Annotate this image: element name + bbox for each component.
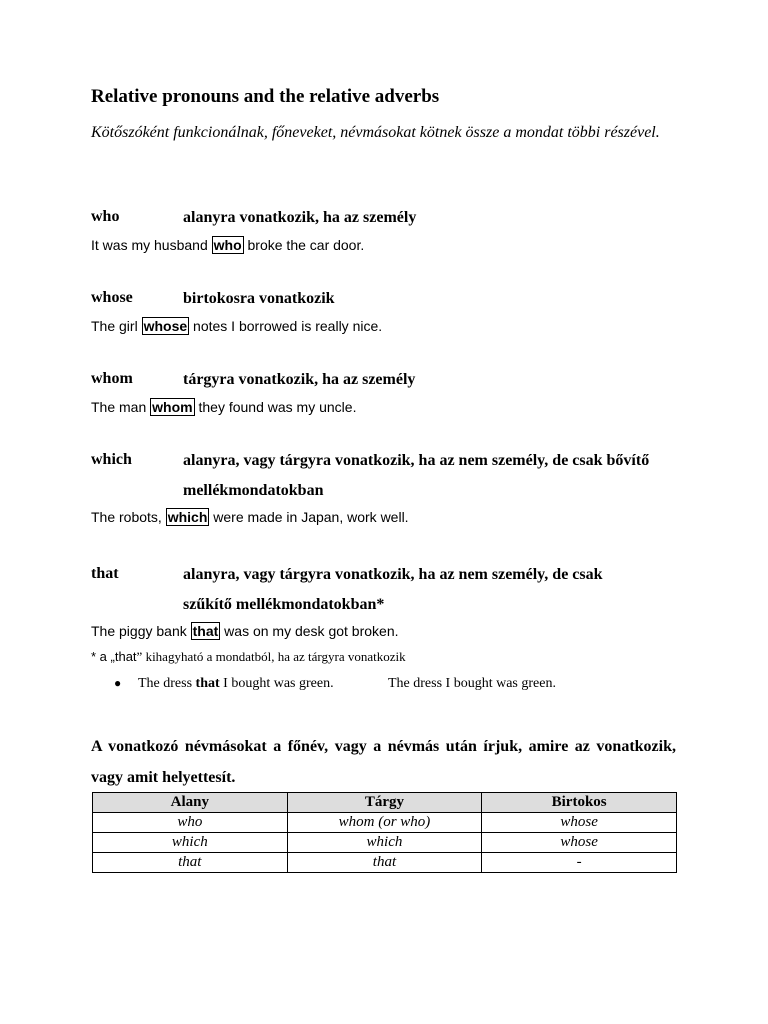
highlight-word: whom [152, 399, 193, 415]
header-birtokos: Birtokos [482, 793, 677, 813]
term-that: that [91, 565, 119, 582]
term-which: which [91, 451, 132, 468]
footnote: * a „that” kihagyható a mondatból, ha az tárgyra vonatkozik [91, 649, 406, 664]
table-cell: that [93, 853, 288, 873]
document-subtitle: Kötőszóként funkcionálnak, főneveket, névmásokat kötnek össze a mondat többi részével. [91, 124, 660, 141]
table-cell: - [482, 853, 677, 873]
example-whose: The girl whose notes I borrowed is really nice. [91, 318, 383, 334]
highlight-word: which [167, 509, 208, 525]
term-who: who [91, 208, 120, 225]
table-cell: who [93, 813, 288, 833]
highlight-word: whose [143, 318, 188, 334]
table-row [93, 833, 677, 853]
table-cell: that [287, 853, 482, 873]
document-title: Relative pronouns and the relative adverbs [91, 86, 440, 107]
bullet-example-with-that: The dress that I bought was green. [138, 676, 334, 691]
table-row [93, 853, 677, 873]
desc-whom: tárgyra vonatkozik, ha az személy [183, 371, 416, 388]
table-header-row [93, 793, 677, 813]
highlight-word: that [192, 623, 219, 639]
example-that: The piggy bank that was on my desk got broken. [91, 623, 399, 639]
example-whom: The man whom they found was my uncle. [91, 399, 357, 415]
header-alany: Alany [93, 793, 288, 813]
bullet-item [114, 676, 556, 692]
summary-paragraph: A vonatkozó névmásokat a főnév, vagy a névmás után írjuk, amire az vonatkozik, vagy amit helyettesít. [91, 738, 676, 786]
pronoun-table [92, 792, 677, 873]
example-who: It was my husband who broke the car door. [91, 237, 365, 253]
header-targy: Tárgy [287, 793, 482, 813]
desc-which: alanyra, vagy tárgyra vonatkozik, ha az nem személy, de csak bővítő mellékmondatokban [183, 452, 650, 499]
desc-who: alanyra vonatkozik, ha az személy [183, 209, 417, 226]
table-cell: which [287, 833, 482, 853]
bullet-example-without-that: The dress I bought was green. [388, 676, 556, 691]
term-whom: whom [91, 370, 133, 387]
example-which: The robots, which were made in Japan, work well. [91, 509, 409, 525]
table-cell: whose [482, 813, 677, 833]
table-cell: whose [482, 833, 677, 853]
table-row [93, 813, 677, 833]
desc-whose: birtokosra vonatkozik [183, 290, 335, 307]
highlight-word: who [213, 237, 242, 253]
bullet-icon: ● [114, 676, 122, 690]
table-cell: whom (or who) [287, 813, 482, 833]
table-cell: which [93, 833, 288, 853]
desc-that: alanyra, vagy tárgyra vonatkozik, ha az nem személy, de csak szűkítő mellékmondatokban* [183, 566, 603, 613]
term-whose: whose [91, 289, 133, 306]
